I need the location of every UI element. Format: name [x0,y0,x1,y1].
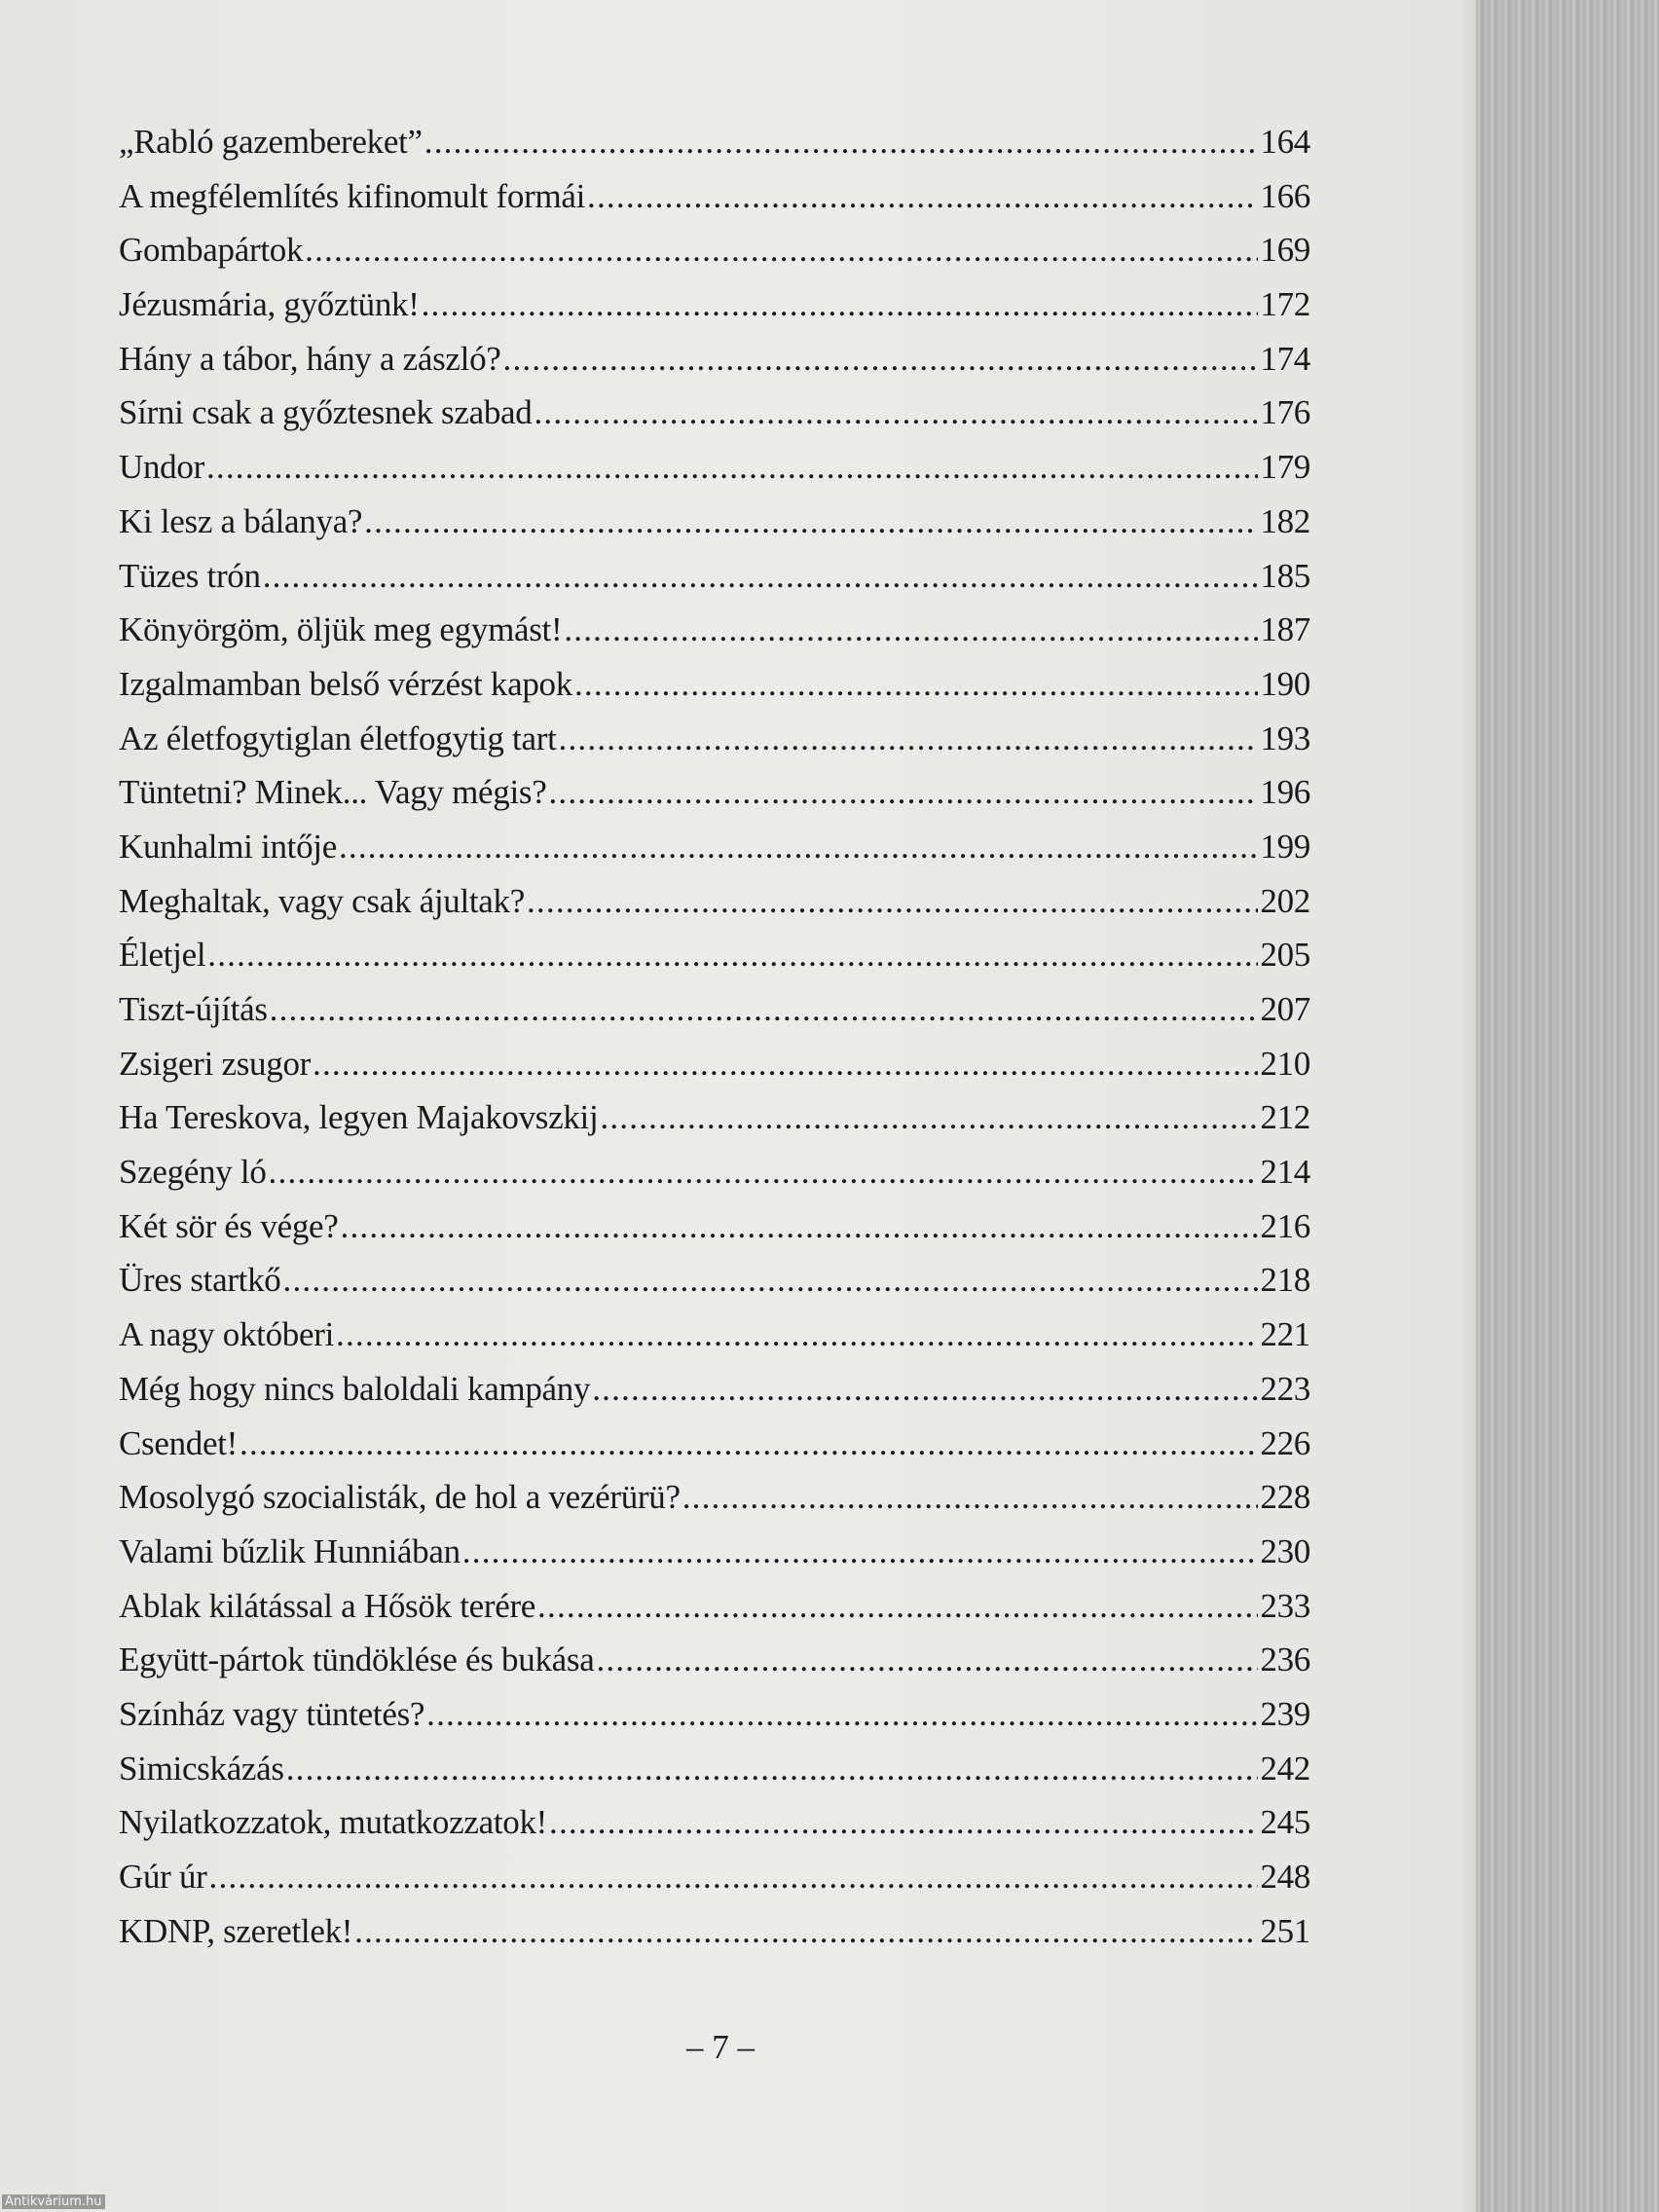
dot-leader [600,1090,1258,1145]
dot-leader [564,603,1258,657]
toc-entry-title: A megfélemlítés kifinomult formái [119,176,586,215]
toc-entry-page: 226 [1260,1423,1310,1462]
toc-entry [119,820,1310,874]
dot-leader [339,820,1258,874]
toc-entry-page: 169 [1260,231,1310,270]
toc-entry [119,982,1310,1037]
toc-entry-title: Üres startkő [119,1261,281,1300]
dot-leader [537,1579,1258,1634]
toc-entry-title: „Rabló gazembereket” [119,123,423,161]
toc-entry-title: Tüntetni? Minek... Vagy mégis? [119,773,547,812]
dot-leader [422,277,1259,332]
toc-entry-title: Valami bűzlik Hunniában [119,1531,461,1570]
toc-entry-page: 196 [1260,773,1310,812]
dot-leader [424,115,1259,169]
toc-entry [119,712,1310,766]
toc-entry [119,1253,1310,1308]
watermark: Antikvárium.hu [2,2194,105,2209]
dot-leader [682,1470,1259,1525]
toc-entry-page: 223 [1260,1369,1310,1408]
dot-leader [548,765,1258,820]
dot-leader [549,1795,1258,1850]
dot-leader [283,1253,1259,1308]
toc-entry [119,386,1310,440]
toc-entry-title: Még hogy nincs baloldali kampány [119,1369,591,1408]
dot-leader [269,1145,1259,1199]
toc-entry-page: 174 [1260,339,1310,378]
dot-leader [336,1308,1258,1362]
toc-entry-page: 228 [1260,1478,1310,1517]
dot-leader [503,332,1259,387]
dot-leader [354,1904,1258,1959]
toc-entry-page: 251 [1260,1911,1310,1950]
dot-leader [559,712,1259,766]
toc-entry [119,1362,1310,1417]
toc-entry-title: Hány a tábor, hány a zászló? [119,339,501,378]
dot-leader [209,1850,1259,1904]
toc-entry-page: 202 [1260,881,1310,920]
toc-entry [119,657,1310,712]
toc-entry-title: Sírni csak a győztesnek szabad [119,393,533,432]
dot-leader [270,982,1259,1037]
toc-entry-page: 187 [1260,610,1310,649]
toc-entry-title: Zsigeri zsugor [119,1044,311,1083]
toc-entry-page: 210 [1260,1044,1310,1083]
toc-entry-page: 207 [1260,990,1310,1028]
toc-entry [119,1145,1310,1199]
toc-entry-title: Két sör és vége? [119,1206,339,1245]
dot-leader [341,1199,1259,1254]
toc-entry-title: Életjel [119,936,206,975]
toc-entry [119,874,1310,929]
toc-entry-page: 212 [1260,1098,1310,1137]
toc-entry-title: Együtt-pártok tündöklése és bukása [119,1641,595,1679]
table-of-contents [119,115,1310,1958]
toc-entry [119,332,1310,387]
toc-entry [119,1090,1310,1145]
toc-entry [119,1687,1310,1742]
dot-leader [286,1742,1259,1796]
toc-entry-title: Izgalmamban belső vérzést kapok [119,664,572,703]
toc-entry-page: 185 [1260,556,1310,595]
page-number: – 7 – [686,2028,755,2066]
toc-entry-title: Jézusmária, győztünk! [119,285,420,324]
dot-leader [313,1037,1258,1091]
dot-leader [596,1633,1258,1687]
toc-entry-title: Ha Tereskova, legyen Majakovszkij [119,1098,599,1137]
toc-entry-title: Undor [119,448,204,487]
toc-entry-page: 242 [1260,1749,1310,1788]
dot-leader [305,223,1258,277]
toc-entry-title: Simicskázás [119,1749,284,1788]
dot-leader [527,874,1258,929]
dot-leader [462,1525,1259,1579]
toc-entry-title: A nagy októberi [119,1315,335,1354]
page-edges [1476,0,1659,2212]
toc-entry-title: Tiszt-újítás [119,990,268,1028]
toc-entry [119,1850,1310,1904]
toc-entry-page: 245 [1260,1803,1310,1842]
dot-leader [592,1362,1258,1417]
toc-entry [119,277,1310,332]
toc-entry-title: Tüzes trón [119,556,261,595]
toc-entry-page: 216 [1260,1206,1310,1245]
toc-entry-page: 239 [1260,1694,1310,1733]
toc-entry [119,1470,1310,1525]
toc-entry-title: KDNP, szeretlek! [119,1911,353,1950]
toc-entry-title: Gombapártok [119,231,304,270]
dot-leader [263,549,1259,604]
dot-leader [426,1687,1258,1742]
toc-entry [119,1308,1310,1362]
toc-entry [119,495,1310,549]
toc-entry [119,603,1310,657]
dot-leader [587,169,1258,224]
dot-leader [574,657,1258,712]
toc-entry [119,765,1310,820]
dot-leader [206,440,1258,495]
toc-entry-page: 164 [1260,123,1310,161]
toc-entry [119,1795,1310,1850]
toc-entry-title: Nyilatkozzatok, mutatkozzatok! [119,1803,548,1842]
toc-entry-title: Csendet! [119,1423,239,1462]
toc-entry-page: 205 [1260,936,1310,975]
toc-entry-page: 179 [1260,448,1310,487]
toc-entry [119,223,1310,277]
dot-leader [534,386,1258,440]
toc-entry-title: Könyörgöm, öljük meg egymást! [119,610,563,649]
toc-entry-page: 248 [1260,1858,1310,1896]
toc-entry-title: Ablak kilátással a Hősök terére [119,1586,536,1625]
toc-entry-title: Mosolygó szocialisták, de hol a vezérürü? [119,1478,681,1517]
toc-entry-title: Ki lesz a bálanya? [119,501,363,540]
dot-leader [364,495,1258,549]
toc-entry [119,115,1310,169]
toc-entry-title: Meghaltak, vagy csak ájultak? [119,881,525,920]
toc-entry-page: 182 [1260,501,1310,540]
toc-entry [119,928,1310,982]
toc-entry [119,440,1310,495]
toc-entry-page: 172 [1260,285,1310,324]
toc-entry [119,1199,1310,1254]
toc-entry [119,1904,1310,1959]
toc-entry-page: 214 [1260,1153,1310,1192]
toc-entry-page: 233 [1260,1586,1310,1625]
toc-entry-page: 236 [1260,1641,1310,1679]
toc-entry-page: 230 [1260,1531,1310,1570]
toc-entry [119,169,1310,224]
toc-entry [119,1037,1310,1091]
toc-entry [119,1525,1310,1579]
toc-entry [119,1742,1310,1796]
toc-entry [119,1633,1310,1687]
toc-entry [119,1579,1310,1634]
toc-entry-title: Szegény ló [119,1153,267,1192]
toc-entry-page: 176 [1260,393,1310,432]
dot-leader [207,928,1258,982]
toc-entry-page: 221 [1260,1315,1310,1354]
toc-entry [119,549,1310,604]
toc-entry-title: Színház vagy tüntetés? [119,1694,425,1733]
toc-entry-page: 199 [1260,827,1310,866]
toc-entry [119,1417,1310,1471]
toc-entry-page: 190 [1260,664,1310,703]
toc-entry-title: Gúr úr [119,1858,207,1896]
toc-entry-title: Kunhalmi intője [119,827,337,866]
toc-entry-page: 166 [1260,176,1310,215]
dot-leader [240,1417,1258,1471]
toc-entry-title: Az életfogytiglan életfogytig tart [119,719,557,757]
toc-entry-page: 218 [1260,1261,1310,1300]
toc-entry-page: 193 [1260,719,1310,757]
